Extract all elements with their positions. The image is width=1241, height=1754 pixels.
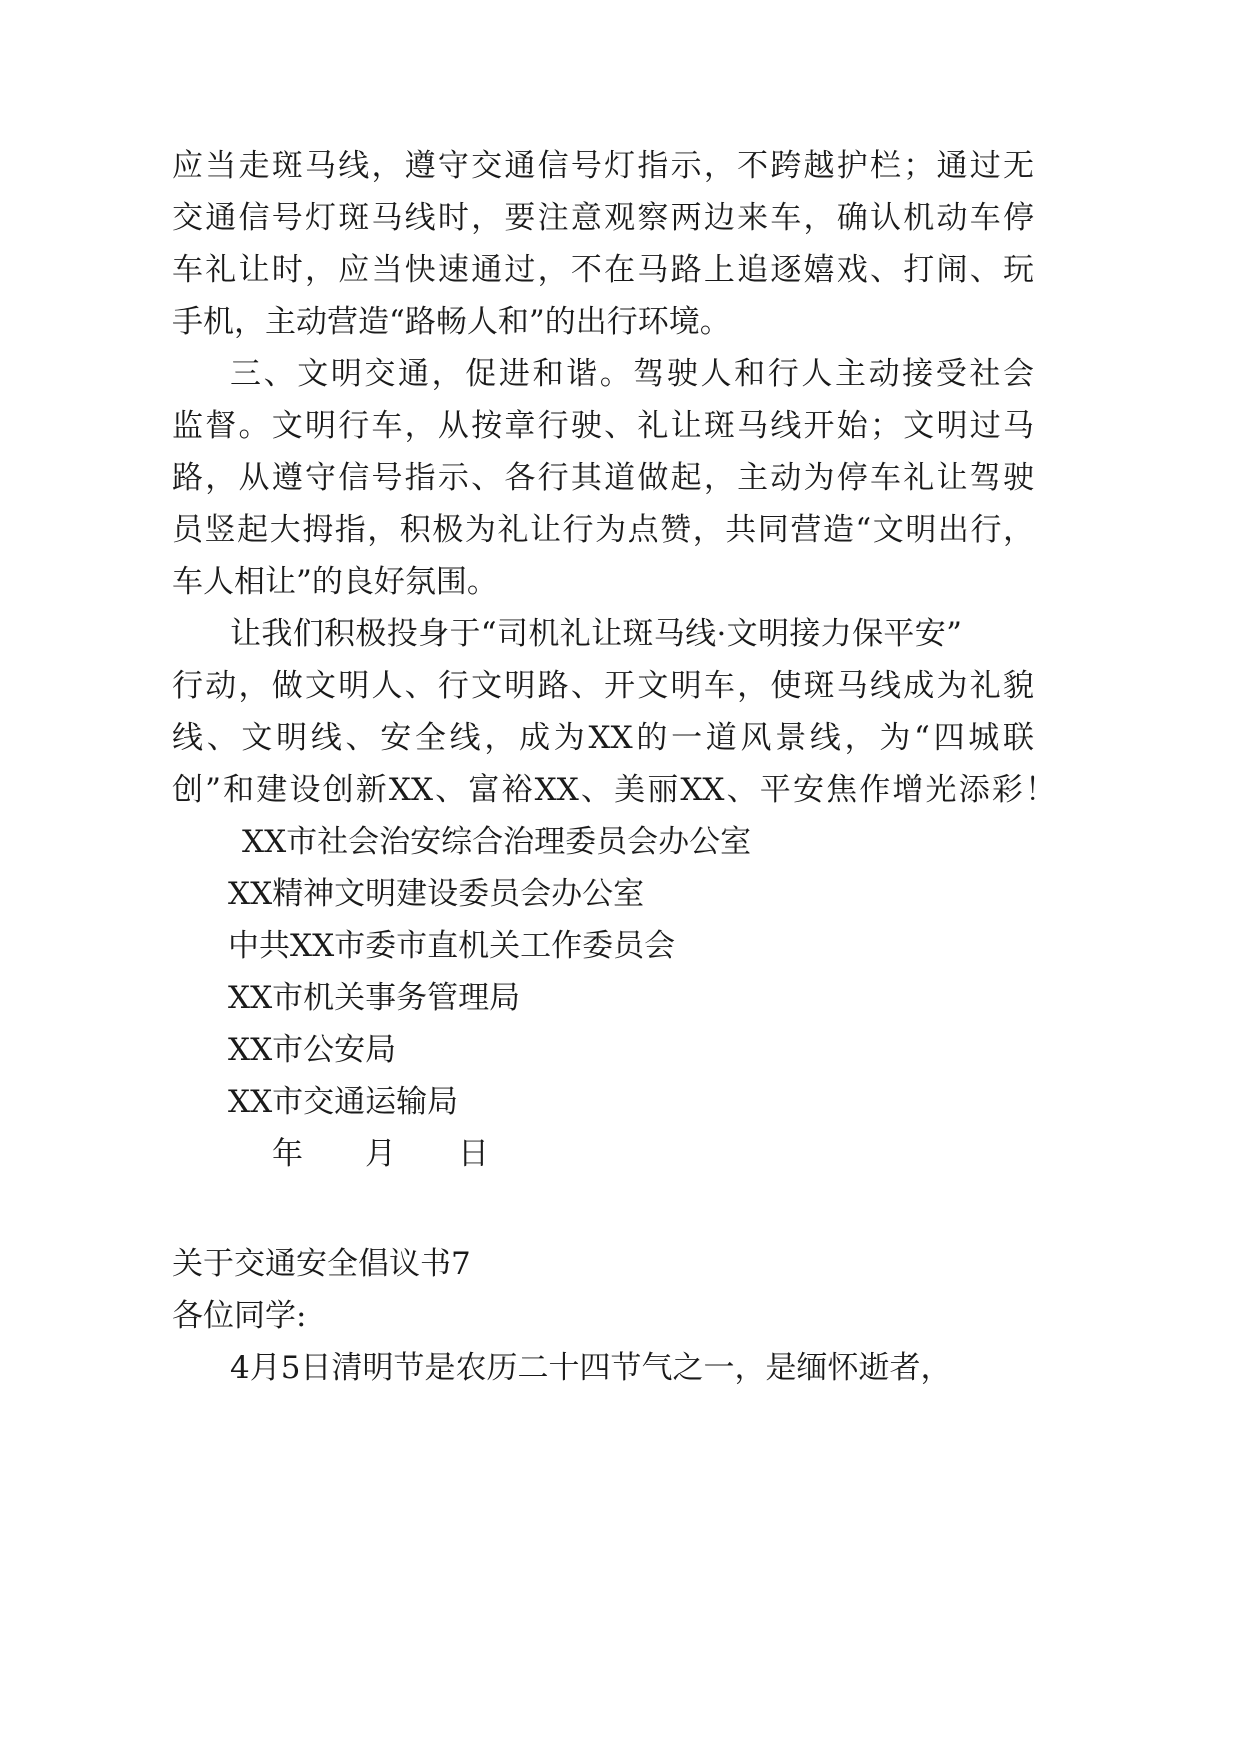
date-line: 年 月 日 xyxy=(272,1136,489,1172)
signatory: XX市公安局 xyxy=(228,1032,397,1068)
paragraph-line: 监督。文明行车，从按章行驶、礼让斑马线开始；文明过马 xyxy=(172,408,1034,444)
paragraph-line: 4月5日清明节是农历二十四节气之一，是缅怀逝者， xyxy=(230,1350,952,1386)
signatory: XX市交通运输局 xyxy=(228,1084,459,1120)
paragraph-line: 车人相让”的良好氛围。 xyxy=(172,564,498,600)
signatory: XX市社会治安综合治理委员会办公室 xyxy=(242,824,752,860)
paragraph-line: 行动，做文明人、行文明路、开文明车，使斑马线成为礼貌 xyxy=(172,668,1034,704)
salutation: 各位同学: xyxy=(172,1298,307,1334)
paragraph-line: 员竖起大拇指，积极为礼让行为点赞，共同营造“文明出行， xyxy=(172,512,1034,548)
paragraph-line: 路，从遵守信号指示、各行其道做起，主动为停车礼让驾驶 xyxy=(172,460,1034,496)
paragraph-line: 三、文明交通，促进和谐。驾驶人和行人主动接受社会 xyxy=(230,356,1034,392)
section-title: 关于交通安全倡议书7 xyxy=(172,1246,471,1282)
paragraph-line: 应当走斑马线，遵守交通信号灯指示，不跨越护栏；通过无 xyxy=(172,148,1034,184)
paragraph-line: 交通信号灯斑马线时，要注意观察两边来车，确认机动车停 xyxy=(172,200,1034,236)
paragraph-line: 创”和建设创新XX、富裕XX、美丽XX、平安焦作增光添彩！ xyxy=(172,772,1056,808)
paragraph-line: 让我们积极投身于“司机礼让斑马线·文明接力保平安” xyxy=(230,616,962,652)
paragraph-line: 手机，主动营造“路畅人和”的出行环境。 xyxy=(172,304,731,340)
signatory: 中共XX市委市直机关工作委员会 xyxy=(228,928,676,964)
paragraph-line: 车礼让时，应当快速通过，不在马路上追逐嬉戏、打闹、玩 xyxy=(172,252,1034,288)
signatory: XX精神文明建设委员会办公室 xyxy=(228,876,645,912)
paragraph-line: 线、文明线、安全线，成为XX的一道风景线，为“四城联 xyxy=(172,720,1034,756)
signatory: XX市机关事务管理局 xyxy=(228,980,521,1016)
